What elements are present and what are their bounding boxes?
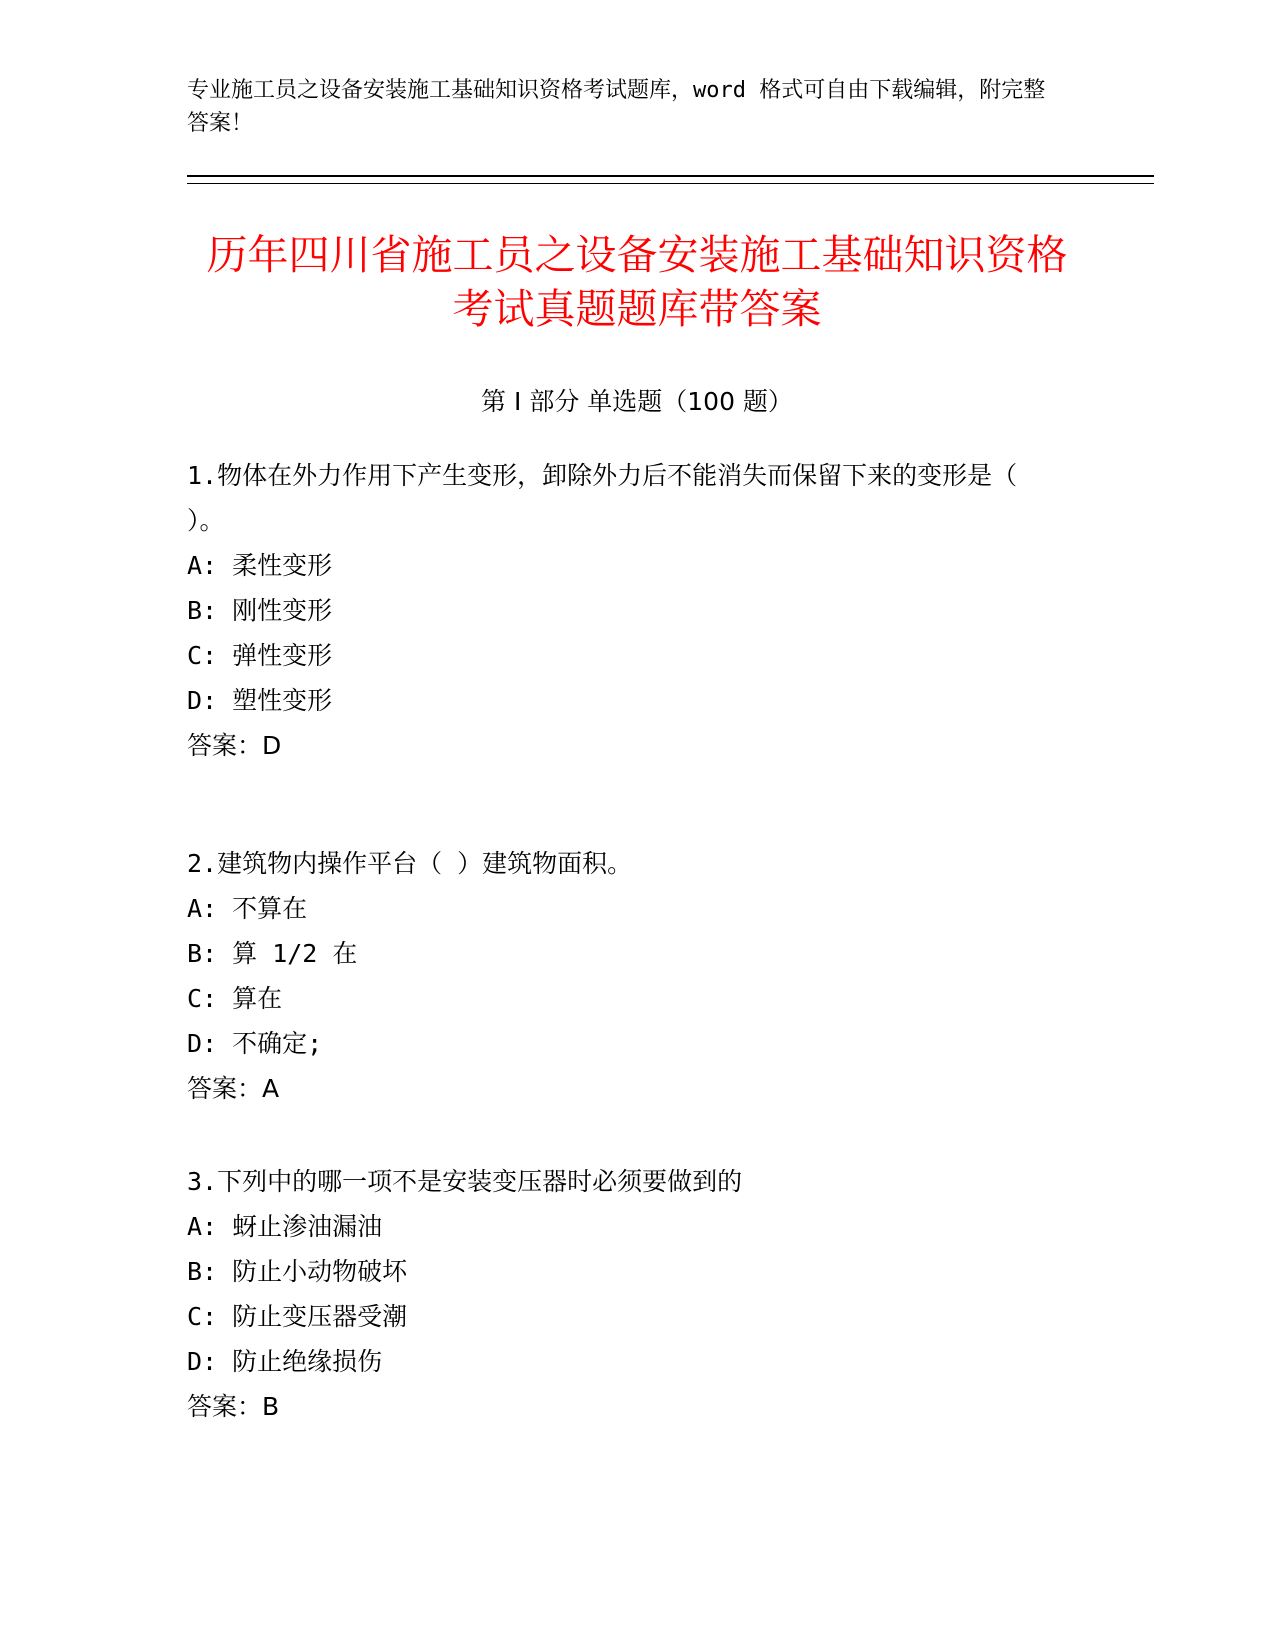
option-d: D: 塑性变形	[187, 686, 333, 715]
question-stem: 2.建筑物内操作平台（ ）建筑物面积。	[187, 849, 633, 878]
answer: 答案：A	[187, 1074, 280, 1103]
option-b: B: 算 1/2 在	[187, 939, 358, 968]
question-1	[187, 453, 1067, 768]
option-c: C: 弹性变形	[187, 641, 333, 670]
option-d: D: 不确定;	[187, 1029, 323, 1058]
option-c: C: 算在	[187, 984, 283, 1013]
question-3	[187, 1159, 1067, 1429]
question-stem: 1.物体在外力作用下产生变形，卸除外力后不能消失而保留下来的变形是（ ）。	[187, 461, 1018, 535]
option-d: D: 防止绝缘损伤	[187, 1347, 383, 1376]
header-note: 专业施工员之设备安装施工基础知识资格考试题库，word 格式可自由下载编辑，附完整答案！	[187, 78, 1046, 136]
option-a: A: 蚜止渗油漏油	[187, 1212, 383, 1241]
option-b: B: 刚性变形	[187, 596, 333, 625]
option-a: A: 柔性变形	[187, 551, 333, 580]
answer: 答案：D	[187, 731, 282, 760]
option-a: A: 不算在	[187, 894, 308, 923]
option-c: C: 防止变压器受潮	[187, 1302, 408, 1331]
option-b: B: 防止小动物破坏	[187, 1257, 408, 1286]
section-title: 第 I 部分 单选题（100 题）	[481, 387, 793, 416]
document-title: 历年四川省施工员之设备安装施工基础知识资格考试真题题库带答案	[206, 231, 1068, 333]
answer: 答案：B	[187, 1392, 280, 1421]
question-stem: 3.下列中的哪一项不是安装变压器时必须要做到的	[187, 1167, 743, 1196]
header-divider	[187, 175, 1154, 184]
question-2	[187, 841, 1067, 1111]
